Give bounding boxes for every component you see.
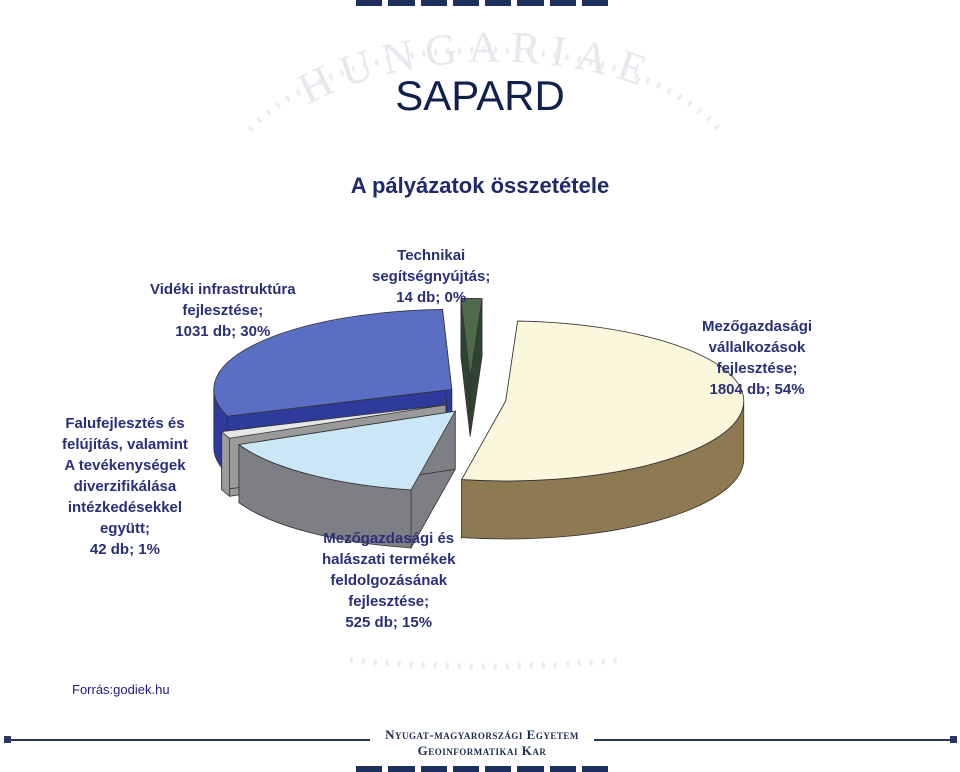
footer-divider-end-right [950, 736, 957, 743]
pie-slice-technical-assistance [461, 298, 482, 436]
slice-label-agricultural-enterprises: Mezőgazdasági vállalkozások fejlesztése; 1804 db; 54% [702, 318, 813, 398]
page-title: SAPARD [395, 72, 565, 119]
source-note: Forrás:godiek.hu [72, 682, 170, 697]
footer-faculty: Geoinformatikai Kar [417, 743, 547, 758]
slice-label-technical-assistance: Technikai segítségnyújtás; 14 db; 0% [372, 247, 491, 306]
pie-slice-rim-village-development-0 [222, 432, 230, 497]
slice-label-processing: Mezőgazdasági és halászati termékek feldolgozásának fejlesztése; 525 db; 15% [322, 530, 456, 631]
slice-label-village-development: Falufejlesztés és felújítás, valamint A tevékenységek diverzifikálása intézkedésekkel együtt; 42 db; 1% [62, 415, 188, 558]
footer-institution [370, 727, 594, 759]
footer-university: Nyugat-magyarországi Egyetem [385, 727, 579, 742]
svg-text:HUNGARIAE: HUNGARIAE [290, 22, 663, 114]
bottom-decoration-bar [356, 766, 608, 772]
slice-label-rural-infrastructure: Vidéki infrastruktúra fejlesztése; 1031 db; 30% [150, 281, 296, 340]
footer-divider-end-left [4, 736, 11, 743]
chart-title: A pályázatok összetétele [350, 173, 610, 198]
